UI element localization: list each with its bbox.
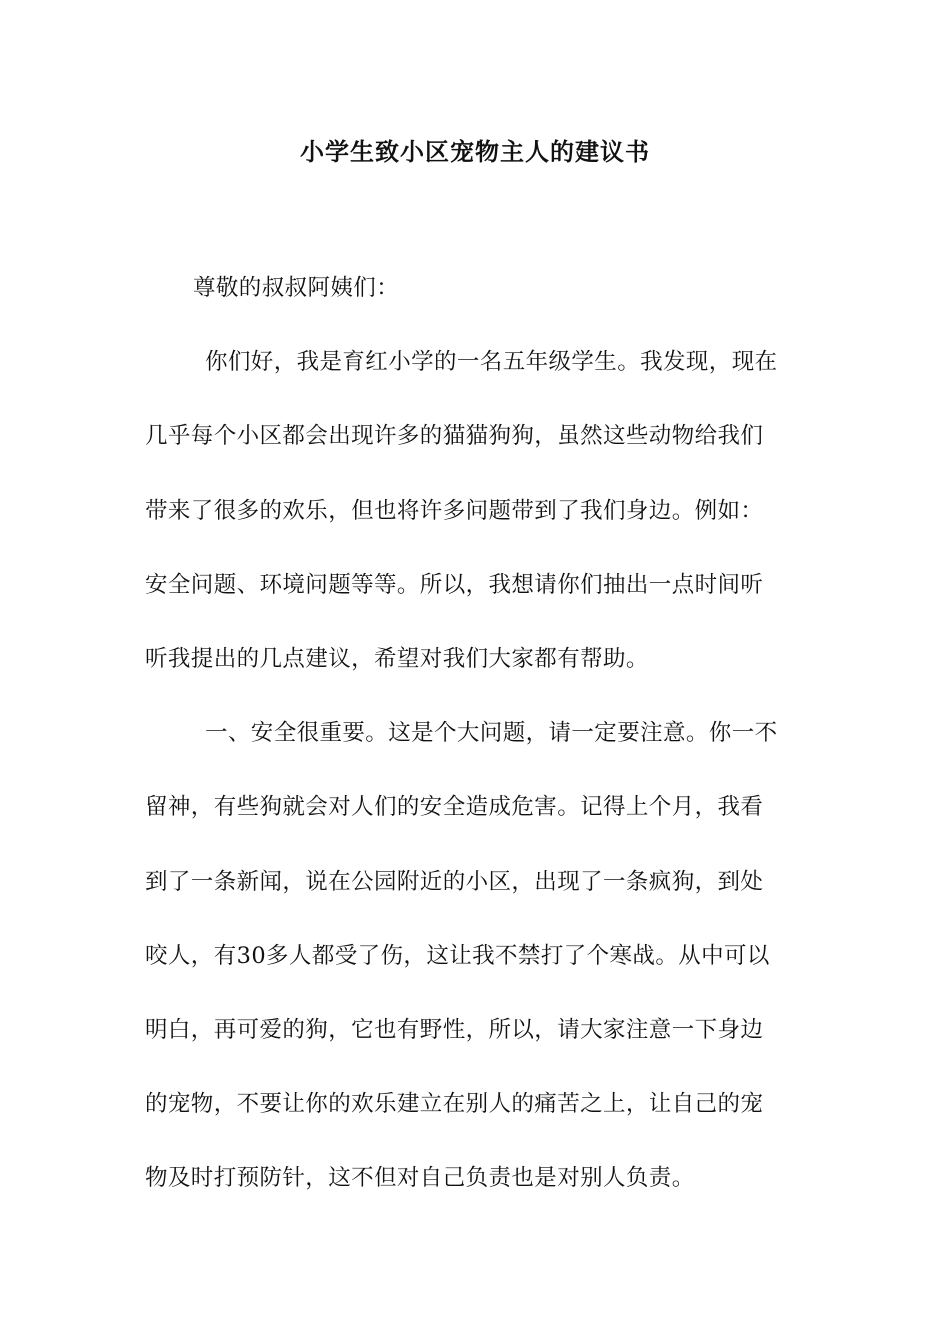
paragraph-1-line-4: 安全问题、环境问题等等。所以，我想请你们抽出一点时间听 [145, 571, 764, 598]
paragraph-1-line-1: 你们好，我是育红小学的一名五年级学生。我发现，现在 [205, 349, 778, 376]
document-body [145, 251, 807, 1215]
paragraph-2-line-7: 物及时打预防针，这不但对自己负责也是对别人负责。 [145, 1165, 695, 1192]
salutation: 尊敬的叔叔阿姨们： [193, 275, 400, 301]
paragraph-2-line-3: 到了一条新闻，说在公园附近的小区，出现了一条疯狗，到处 [145, 868, 764, 895]
paragraph-2-line-2: 留神，有些狗就会对人们的安全造成危害。记得上个月，我看 [145, 794, 764, 821]
paragraph-2-line-5: 明白，再可爱的狗，它也有野性，所以，请大家注意一下身边 [145, 1016, 764, 1043]
paragraph-1-line-2: 几乎每个小区都会出现许多的猫猫狗狗，虽然这些动物给我们 [145, 423, 764, 450]
paragraph-2-line-6: 的宠物，不要让你的欢乐建立在别人的痛苦之上，让自己的宠 [145, 1091, 764, 1118]
paragraph-1-line-3: 带来了很多的欢乐，但也将许多问题带到了我们身边。例如： [145, 497, 764, 524]
paragraph-2-line-1: 一、安全很重要。这是个大问题，请一定要注意。你一不 [205, 720, 778, 747]
paragraph-2-line-4: 咬人，有30多人都受了伤，这让我不禁打了个寒战。从中可以 [145, 942, 770, 969]
paragraph-1-line-5: 听我提出的几点建议，希望对我们大家都有帮助。 [145, 645, 649, 672]
document-title: 小学生致小区宠物主人的建议书 [300, 137, 650, 166]
